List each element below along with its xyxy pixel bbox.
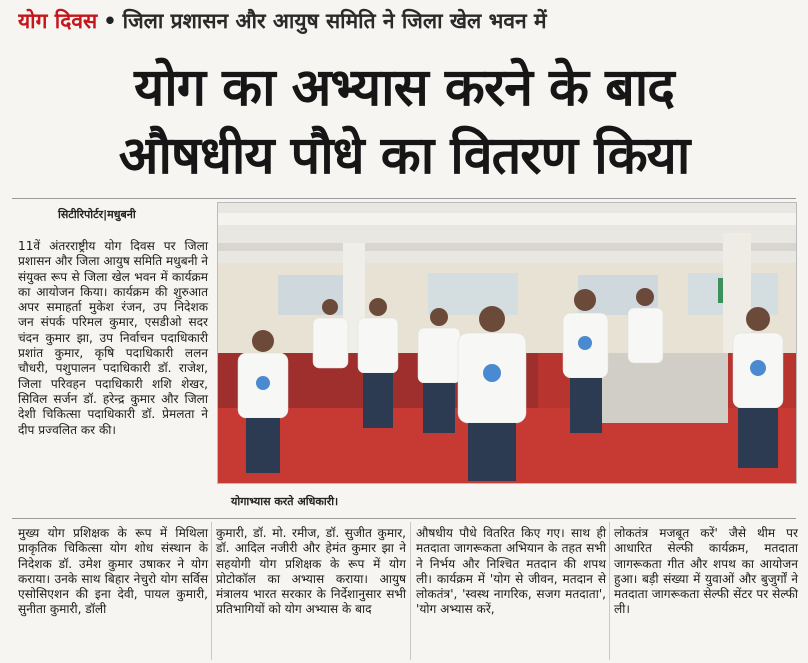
byline: सिटीरिपोर्टर|मधुबनी — [58, 208, 136, 221]
divider — [12, 518, 796, 519]
bullet-icon: • — [103, 9, 117, 33]
article-column-2 — [216, 526, 406, 618]
headline-line-2: औषधीय पौधे का वितरण किया — [118, 125, 690, 186]
article-paragraph: मुख्य योग प्रशिक्षक के रूप में मिथिला प्राकृतिक चिकित्सा योग शोध संस्थान के निदेशक डॉ. उमेश कुमार उषाकर ने योग कराया। उनके साथ बिहार नेचुरो योग सर्विस एसोसिएशन की इना देवी, पायल कुमारी, सुनीता कुमारी, डॉली — [18, 526, 208, 617]
column-divider — [410, 522, 411, 660]
column-divider — [609, 522, 610, 660]
article-column-4 — [614, 526, 798, 618]
divider — [12, 198, 796, 199]
headline-line-1: योग का अभ्यास करने के बाद — [134, 57, 674, 118]
article-paragraph: कुमारी, डॉ. मो. रमीज, डॉ. सुजीत कुमार, डॉ. आदिल नजीरी और हेमंत कुमार झा ने सहयोगी योग प्रशिक्षक के रूप में योग प्रोटोकॉल का अभ्यास कराया। आयुष मंत्रालय भारत सरकार के निर्देशानुसार सभी प्रतिभागियों को योग अभ्यास के बाद — [216, 526, 406, 617]
column-divider — [211, 522, 212, 660]
yoga-photo-illustration — [218, 203, 796, 483]
photo-caption: योगाभ्यास करते अधिकारी। — [231, 495, 339, 508]
news-photo — [217, 202, 797, 484]
kicker — [18, 4, 808, 38]
article-column-1 — [18, 239, 208, 438]
article-column-1-continued — [18, 526, 208, 618]
article-paragraph: लोकतंत्र मजबूत करें' जैसे थीम पर आधारित सेल्फी कार्यक्रम, मतदाता जागरूकता गीत और शपथ का आयोजन हुआ। बड़ी संख्या में युवाओं और बुजुर्गों ने मतदाता जागरूकता सेल्फी सेंटर पर सेल्फी ली। — [614, 526, 798, 617]
article-paragraph: औषधीय पौधे वितरित किए गए। साथ ही मतदाता जागरूकता अभियान के तहत सभी ने निर्भय और निश्चित मतदान की शपथ ली। कार्यक्रम में 'योग से जीवन, मतदान से लोकतंत्र', 'स्वस्थ नागरिक, सजग मतदाता', 'योग अभ्यास करें, — [416, 526, 606, 617]
article-paragraph: 11वें अंतरराष्ट्रीय योग दिवस पर जिला प्रशासन और जिला आयुष समिति मधुबनी ने संयुक्त रूप से जिला खेल भवन में कार्यक्रम का आयोजन किया। कार्यक्रम की शुरुआत अपर समाहर्ता मुकेश रंजन, उप निदेशक जन संपर्क परिमल कुमार, एसडीओ सदर चंदन कुमार झा, उप निर्वाचन पदाधिकारी प्रशांत कुमार, कृषि पदाधिकारी ललन चौधरी, पशुपालन पदाधिकारी डॉ. राजेश, जिला परिवहन पदाधिकारी शशि शेखर, सिविल सर्जन डॉ. हरेन्द्र कुमार और जिला देशी चिकित्सा पदाधिकारी डॉ. प्रेमलता ने दीप प्रज्वलित कर की। — [18, 239, 209, 437]
article-column-3 — [416, 526, 606, 618]
kicker-text: जिला प्रशासन और आयुष समिति ने जिला खेल भवन में — [122, 9, 547, 33]
kicker-tag: योग दिवस — [18, 9, 98, 33]
